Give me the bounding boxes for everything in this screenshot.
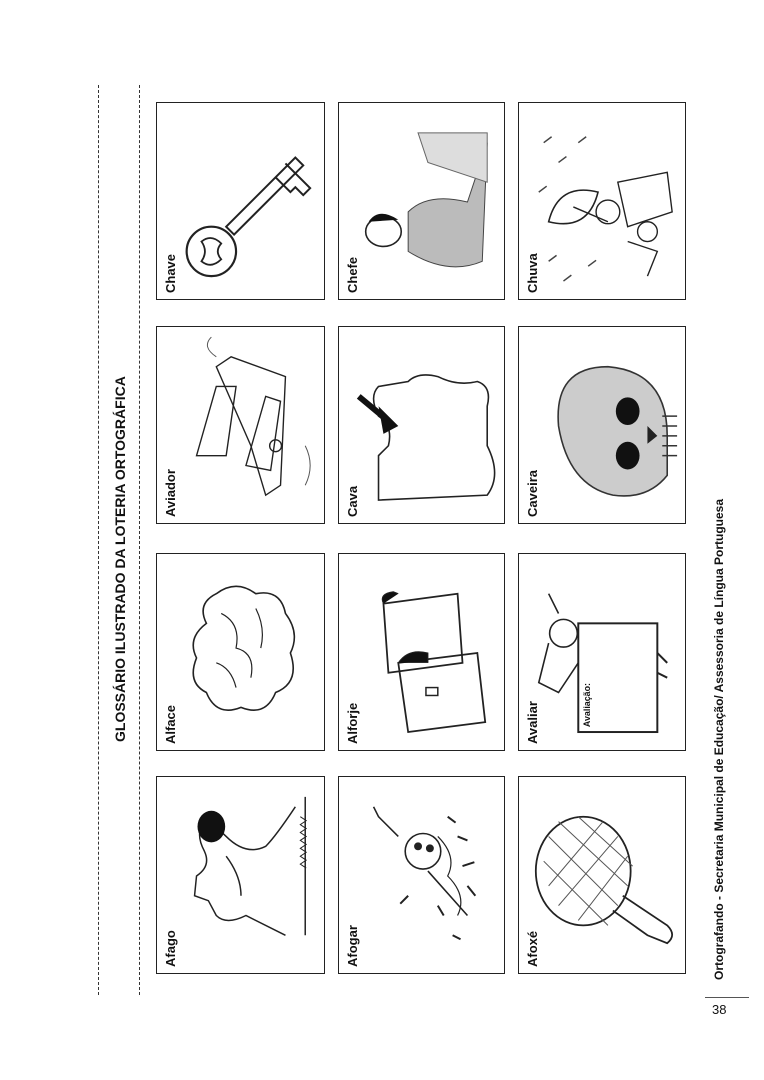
saddlebag-icon — [339, 554, 504, 750]
person-hug-icon — [157, 777, 324, 973]
left-dashed-divider — [98, 85, 99, 995]
drowning-person-icon — [339, 777, 504, 973]
avaliacao-text: Avaliação: — [582, 683, 593, 728]
card-label-alface: Alface — [163, 704, 178, 744]
card-label-alforje: Alforje — [345, 702, 360, 744]
card-label-chave: Chave — [163, 253, 178, 293]
card-label-chuva: Chuva — [525, 253, 540, 293]
card-avaliar — [518, 553, 686, 751]
card-afogar — [338, 776, 505, 974]
page-title: GLOSSÁRIO ILUSTRADO DA LOTERIA ORTOGRÁFICA — [112, 376, 128, 742]
footer-text: Ortografando - Secretaria Municipal de Educação/ Assessoria de Língua Portuguesa — [712, 498, 726, 980]
card-label-caveira: Caveira — [525, 470, 540, 517]
card-chave — [156, 102, 325, 300]
card-afago — [156, 776, 325, 974]
card-aviador — [156, 326, 325, 524]
card-label-cava: Cava — [345, 485, 360, 517]
card-label-chefe: Chefe — [345, 256, 360, 293]
teacher-icon — [519, 554, 685, 750]
card-label-afoxe: Afoxé — [525, 930, 540, 967]
right-dashed-divider — [139, 85, 140, 995]
card-cava — [338, 326, 505, 524]
card-afoxe — [518, 776, 686, 974]
card-label-afago: Afago — [163, 930, 178, 967]
card-chefe — [338, 102, 505, 300]
card-label-aviador: Aviador — [163, 469, 178, 517]
page-number: 38 — [712, 1002, 727, 1017]
man-icon — [339, 103, 504, 299]
lettuce-icon — [157, 554, 324, 750]
key-icon — [157, 103, 324, 299]
page-number-rule — [705, 997, 749, 998]
card-alforje — [338, 553, 505, 751]
skull-icon — [519, 327, 685, 523]
card-chuva — [518, 102, 686, 300]
airplane-icon — [157, 327, 324, 523]
card-caveira — [518, 326, 686, 524]
card-label-afogar: Afogar — [345, 925, 360, 967]
card-alface — [156, 553, 325, 751]
rain-umbrella-icon — [519, 103, 685, 299]
card-label-avaliar: Avaliar — [525, 701, 540, 744]
tank-top-icon — [339, 327, 504, 523]
shaker-icon — [519, 777, 685, 973]
